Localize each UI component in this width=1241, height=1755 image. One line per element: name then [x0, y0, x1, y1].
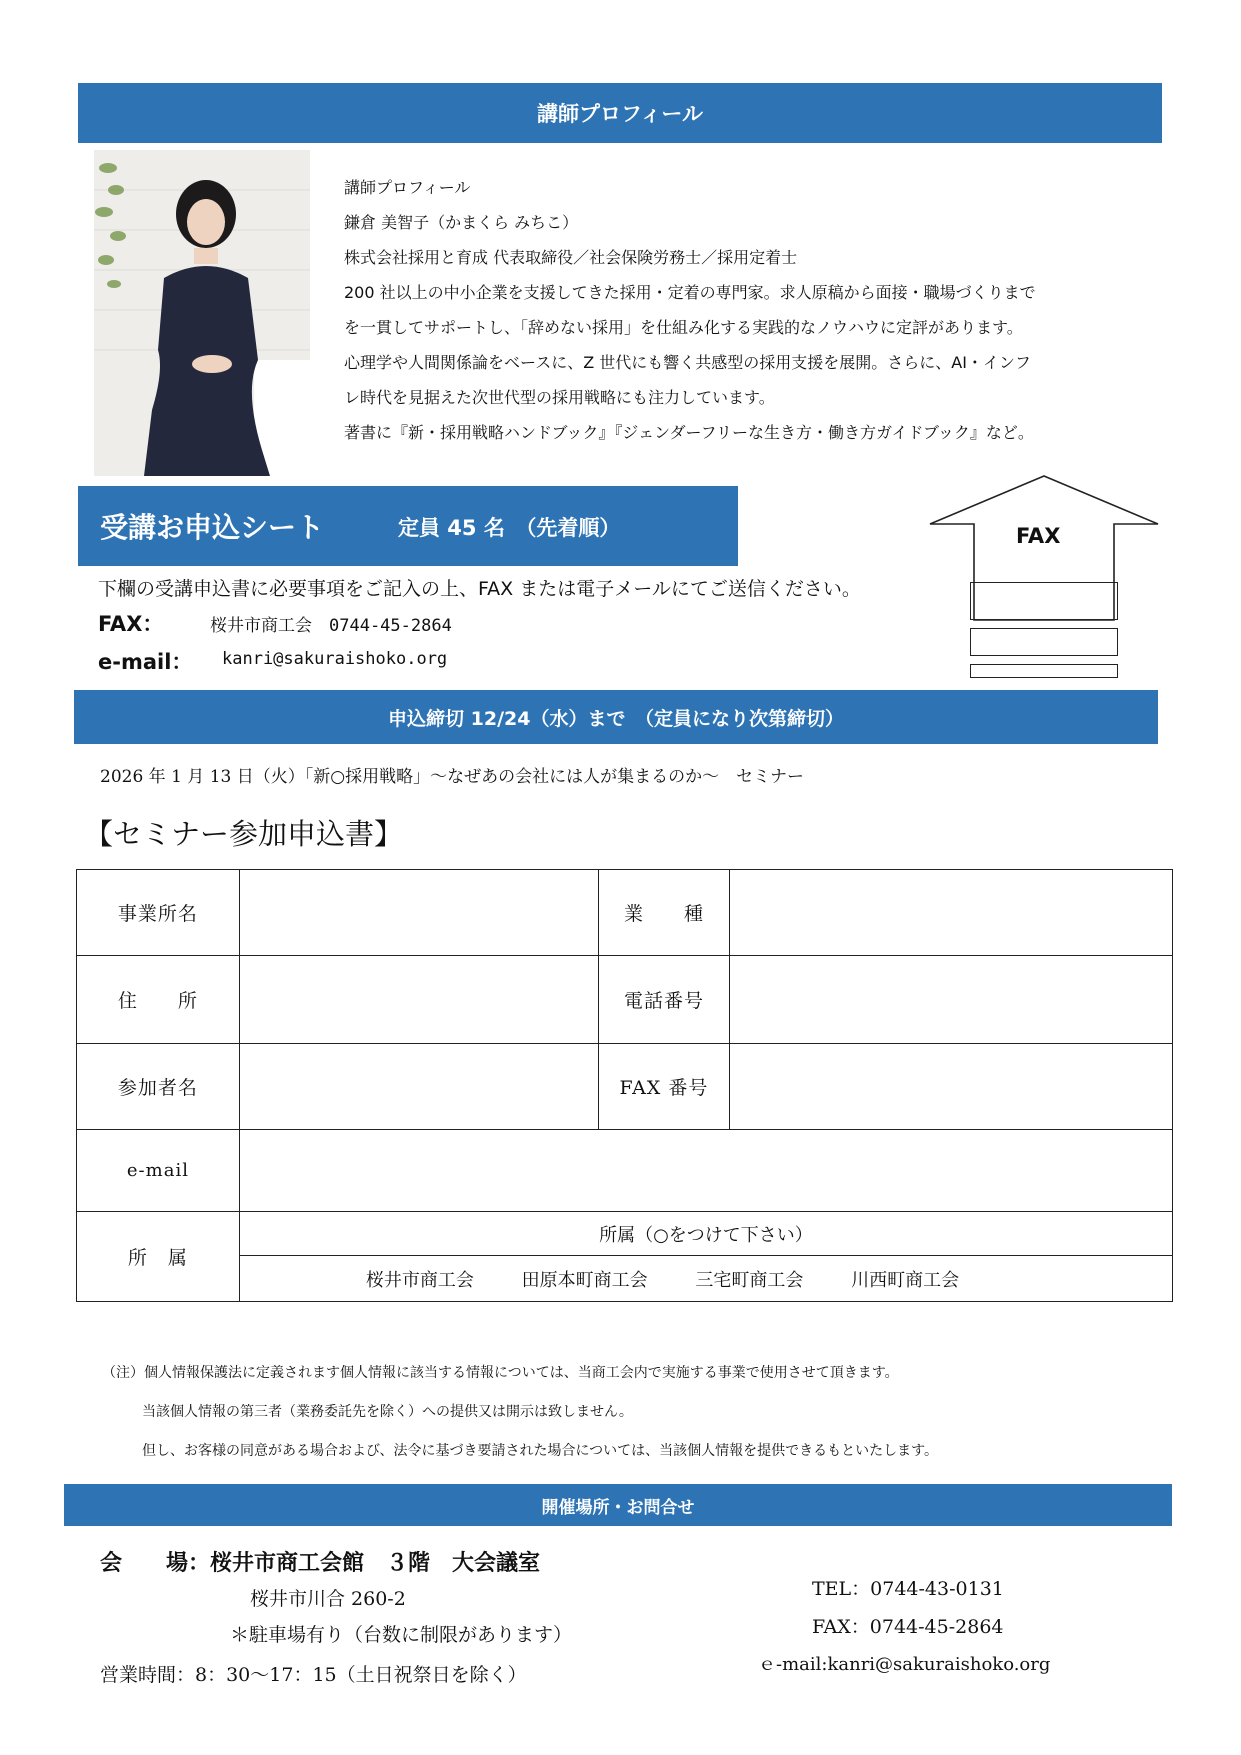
profile-line: 200 社以上の中小企業を支援してきた採用・定着の専門家。求人原稿から面接・職場づくりまで: [344, 283, 1036, 302]
affiliation-options: [239, 1256, 1172, 1302]
participant-label: 参加者名: [77, 1044, 240, 1130]
affiliation-option-kawanishi[interactable]: 川西町商工会: [851, 1269, 960, 1291]
affiliation-option-miyake[interactable]: 三宅町商工会: [695, 1269, 804, 1291]
seminar-line: 2026 年 1 月 13 日（火）「新○採用戦略」～なぜあの会社には人が集まるのか～ セミナー: [100, 767, 805, 787]
profile-header-title: 講師プロフィール: [537, 102, 703, 126]
fax-label: FAX：: [98, 612, 164, 636]
application-instruction: 下欄の受講申込書に必要事項をご記入の上、FAX または電子メールにてご送信ください。: [98, 578, 861, 600]
business-name-field[interactable]: [239, 870, 598, 956]
form-row: [77, 1130, 1173, 1212]
affiliation-option-sakurai[interactable]: 桜井市商工会: [365, 1269, 474, 1291]
instructor-photo: [94, 150, 310, 476]
profile-line: 鎌倉 美智子（かまくら みちこ）: [344, 213, 579, 232]
affiliation-label: 所 属: [77, 1212, 240, 1302]
venue-header-bar: [64, 1484, 1172, 1526]
application-title-box: [78, 486, 738, 566]
application-form-table: [76, 869, 1173, 1302]
form-row: [77, 956, 1173, 1044]
profile-line: レ時代を見据えた次世代型の採用戦略にも注力しています。: [344, 388, 775, 407]
venue-header-title: 開催場所・お問合せ: [541, 1497, 695, 1518]
industry-label: 業 種: [598, 870, 730, 956]
profile-line: を一貫してサポートし、「辞めない採用」を仕組み化する実践的なノウハウに定評があります。: [344, 318, 1023, 337]
profile-header-bar: [78, 83, 1162, 143]
fax-value: 桜井市商工会 0744-45-2864: [210, 616, 452, 636]
venue-line: 会 場：桜井市商工会館 ３階 大会議室: [100, 1551, 541, 1576]
business-name-label: 事業所名: [77, 870, 240, 956]
application-capacity: 定員 45 名 （先着順）: [398, 516, 621, 540]
profile-text: [344, 170, 1164, 450]
deadline-bar: [74, 690, 1158, 744]
privacy-note: 但し、お客様の同意がある場合および、法令に基づき要請された場合については、当該個人情報を提供できるもといたします。: [142, 1443, 939, 1459]
fax-sheet-box: [970, 628, 1118, 656]
fax-number-label: FAX 番号: [598, 1044, 730, 1130]
venue-address: 桜井市川合 260-2: [250, 1588, 406, 1610]
contact-tel: TEL：0744-43-0131: [812, 1578, 1004, 1600]
form-row: [77, 1256, 1173, 1302]
deadline-text: 申込締切 12/24（水）まで （定員になり次第締切）: [388, 707, 844, 730]
email-field-label: e-mail: [77, 1130, 240, 1212]
venue-parking: ＊駐車場有り（台数に制限があります）: [230, 1624, 573, 1646]
form-row: [77, 1212, 1173, 1256]
form-title: 【セミナー参加申込書】: [84, 817, 404, 851]
participant-field[interactable]: [239, 1044, 598, 1130]
industry-field[interactable]: [730, 870, 1173, 956]
form-row: [77, 870, 1173, 956]
application-title: 受講お申込シート: [100, 511, 325, 544]
fax-sheet-box: [970, 582, 1118, 620]
email-field[interactable]: [239, 1130, 1172, 1212]
email-value[interactable]: kanri@sakuraishoko.org: [222, 649, 448, 669]
privacy-notes: [102, 1354, 1162, 1471]
contact-fax: FAX：0744-45-2864: [812, 1616, 1004, 1638]
instructor-photo-graphic: [94, 150, 310, 476]
profile-line: 講師プロフィール: [344, 178, 471, 197]
email-label: e-mail：: [98, 650, 193, 674]
form-row: [77, 1044, 1173, 1130]
venue-hours: 営業時間：8：30～17：15（土日祝祭日を除く）: [100, 1664, 527, 1686]
affiliation-option-tawaramoto[interactable]: 田原本町商工会: [521, 1269, 648, 1291]
profile-line: 著書に『新・採用戦略ハンドブック』『ジェンダーフリーな生き方・働き方ガイドブック』など。: [344, 423, 1034, 442]
profile-line: 心理学や人間関係論をベースに、Z 世代にも響く共感型の採用支援を展開。さらに、AI・インフ: [344, 353, 1031, 372]
address-field[interactable]: [239, 956, 598, 1044]
phone-label: 電話番号: [598, 956, 730, 1044]
profile-line: 株式会社採用と育成 代表取締役／社会保険労務士／採用定着士: [344, 248, 798, 267]
phone-field[interactable]: [730, 956, 1173, 1044]
affiliation-instruction: 所属（○をつけて下さい）: [239, 1212, 1172, 1256]
privacy-note: 当該個人情報の第三者（業務委託先を除く）への提供又は開示は致しません。: [142, 1404, 633, 1420]
fax-sheet-box: [970, 664, 1118, 678]
contact-email[interactable]: ｅ-mail:kanri@sakuraishoko.org: [758, 1654, 1051, 1675]
fax-number-field[interactable]: [730, 1044, 1173, 1130]
fax-arrow-label: FAX: [1016, 524, 1061, 548]
address-label: 住 所: [77, 956, 240, 1044]
privacy-note: （注）個人情報保護法に定義されます個人情報に該当する情報については、当商工会内で実施する事業で使用させて頂きます。: [102, 1365, 899, 1381]
